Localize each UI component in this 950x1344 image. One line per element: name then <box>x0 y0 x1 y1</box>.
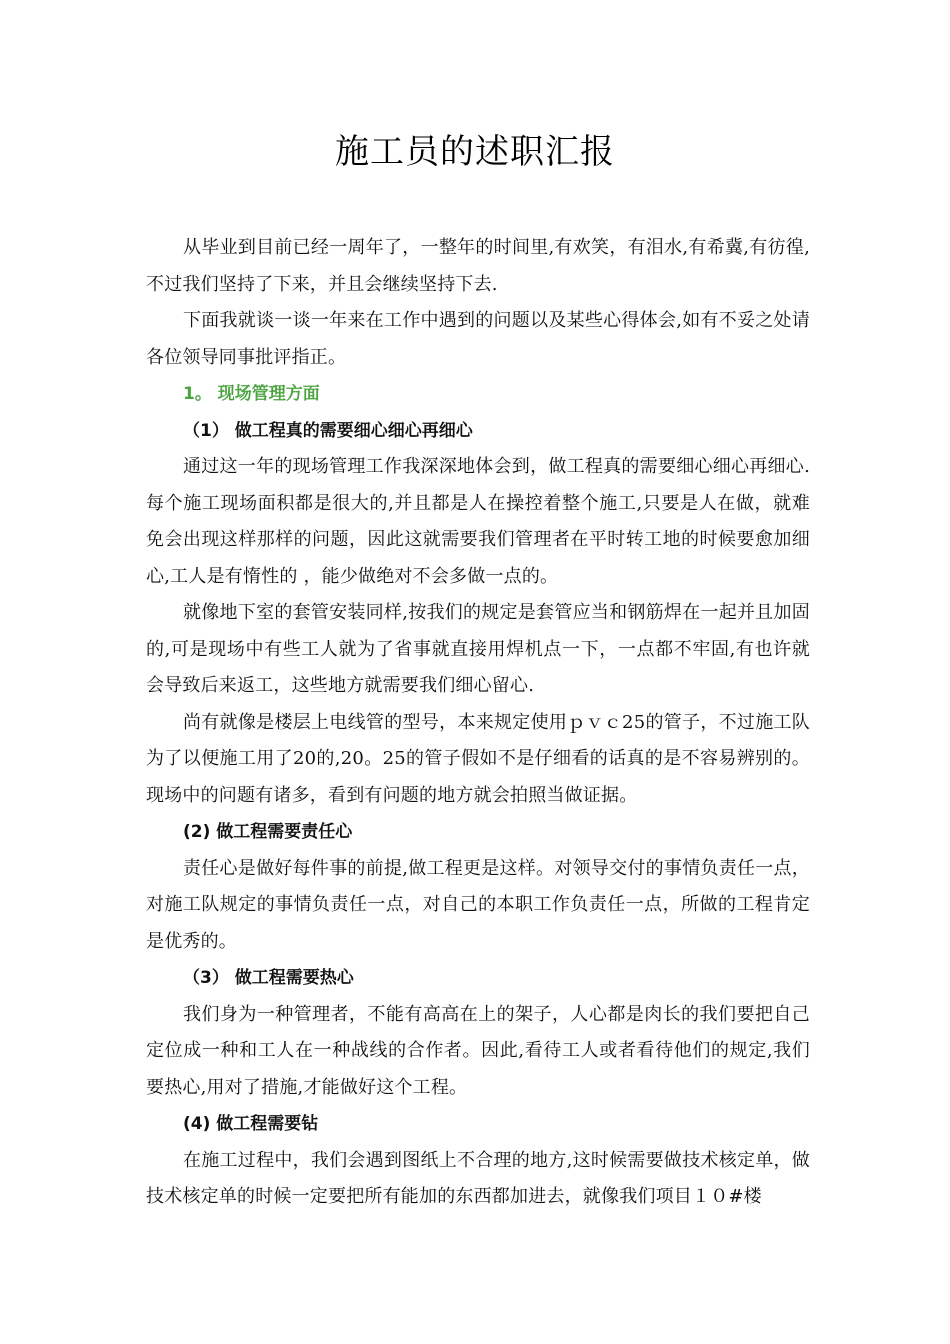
paragraph: 我们身为一种管理者，不能有高高在上的架子，人心都是肉长的我们要把自己定位成一种和工人在一种战线的合作者。因此,看待工人或者看待他们的规定,我们要热心,用对了措施,才能做好这个工程。 <box>146 1003 810 1098</box>
subsection-heading: （3） 做工程需要热心 <box>183 968 354 988</box>
paragraph: 在施工过程中，我们会遇到图纸上不合理的地方,这时候需要做技术核定单，做技术核定单的时候一定要把所有能加的东西都加进去，就像我们项目１０#楼 <box>146 1149 810 1207</box>
paragraph: 责任心是做好每件事的前提,做工程更是这样。对领导交付的事情负责任一点，对施工队规定的事情负责任一点，对自己的本职工作负责任一点，所做的工程肯定是优秀的。 <box>146 857 810 952</box>
subsection-heading: （1） 做工程真的需要细心细心再细心 <box>183 420 473 441</box>
subsection-heading: (4) 做工程需要钻 <box>183 1114 319 1134</box>
section-heading: 1。 现场管理方面 <box>183 384 320 404</box>
document-title: 施工员的述职汇报 <box>335 132 615 172</box>
paragraph: 下面我就谈一谈一年来在工作中遇到的问题以及某些心得体会,如有不妥之处请各位领导同事批评指正。 <box>146 310 810 368</box>
paragraph: 尚有就像是楼层上电线管的型号，本来规定使用ｐｖｃ25的管子，不过施工队为了以便施工用了20的,20。25的管子假如不是仔细看的话真的是不容易辨别的。现场中的问题有诸多，看到有问题的地方就会拍照当做证据。 <box>146 711 810 806</box>
paragraph: 就像地下室的套管安装同样,按我们的规定是套管应当和钢筋焊在一起并且加固的,可是现场中有些工人就为了省事就直接用焊机点一下，一点都不牢固,有也许就会导致后来返工，这些地方就需要我们细心留心. <box>146 602 810 696</box>
document-body <box>146 230 810 1216</box>
paragraph: 通过这一年的现场管理工作我深深地体会到，做工程真的需要细心细心再细心.每个施工现场面积都是很大的,并且都是人在操控着整个施工,只要是人在做，就难免会出现这样那样的问题，因此这就需要我们管理者在平时转工地的时候要愈加细心,工人是有惰性的 ，能少做绝对不会多做一点的。 <box>146 456 810 587</box>
paragraph: 从毕业到目前已经一周年了，一整年的时间里,有欢笑，有泪水,有希冀,有彷徨,不过我们坚持了下来，并且会继续坚持下去. <box>146 237 810 295</box>
subsection-heading: (2) 做工程需要责任心 <box>183 822 353 842</box>
